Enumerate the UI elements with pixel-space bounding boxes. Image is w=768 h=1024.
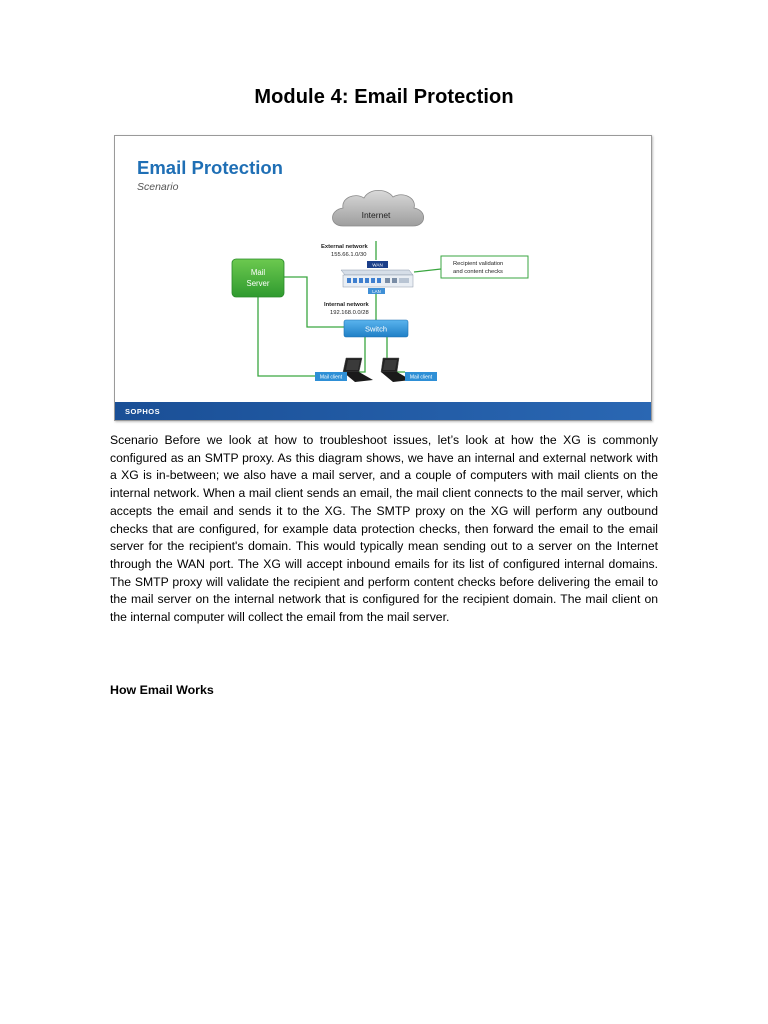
internal-network-ip: 192.168.0.0/28	[330, 310, 369, 316]
external-network-label: External network	[321, 244, 368, 250]
mail-client-label-box-1	[315, 372, 347, 381]
mail-client-1-label: Mail client	[319, 374, 343, 381]
slide-footer	[115, 402, 651, 420]
laptop-icon-1	[343, 358, 373, 382]
mail-server-label-1: Mail	[250, 268, 266, 277]
scenario-paragraph: Scenario Before we look at how to troubleshoot issues, let’s look at how the XG is commonly configured as an SMTP proxy. As this diagram shows, we have an internal and external network with a XG is in-between; we also have a mail server, and a couple of computers with mail clients on the internal network. When a mail client sends an email, the mail client connects to the mail server, which accepts the email and sends it to the XG. The SMTP proxy on the XG will perform any outbound checks that are configured, for example data protection checks, then forward the email to the email server for the recipient's domain. This would typically mean sending out to a server on the Internet through the WAN port. The XG will accept inbound emails for its list of configured internal domains. The SMTP proxy will validate the recipient and perform content checks before delivering the email to the mail server on the internal network that is configured for the recipient domain. The mail client on the internal computer will collect the email from the mail server.	[110, 433, 658, 625]
section-heading-how-email-works: How Email Works	[110, 683, 214, 697]
external-network-ip: 155.66.1.0/30	[331, 252, 367, 258]
mail-server-label-2: Server	[246, 279, 270, 288]
callout-line-1: Recipient validation	[453, 261, 504, 267]
slide-subtitle: Scenario	[137, 181, 179, 193]
internet-cloud-icon	[333, 190, 424, 226]
xg-firewall-icon	[341, 261, 413, 294]
recipient-validation-callout	[441, 256, 528, 278]
switch-label: Switch	[364, 324, 388, 334]
lan-label: LAN	[372, 289, 381, 294]
page-title: Module 4: Email Protection	[254, 86, 514, 108]
sophos-logo: SOPHOS	[125, 407, 161, 416]
callout-line-2: and content checks	[453, 269, 503, 275]
mail-client-2-label: Mail client	[409, 374, 433, 381]
connection-lines	[258, 241, 441, 376]
switch-box	[344, 320, 408, 337]
wan-label: WAN	[372, 262, 383, 268]
mail-client-label-box-2	[405, 372, 437, 381]
email-protection-diagram	[114, 135, 652, 421]
mail-server-box	[232, 259, 284, 297]
slide-title: Email Protection	[137, 157, 283, 178]
internal-network-label: Internal network	[324, 302, 369, 308]
internet-label: Internet	[361, 210, 391, 220]
